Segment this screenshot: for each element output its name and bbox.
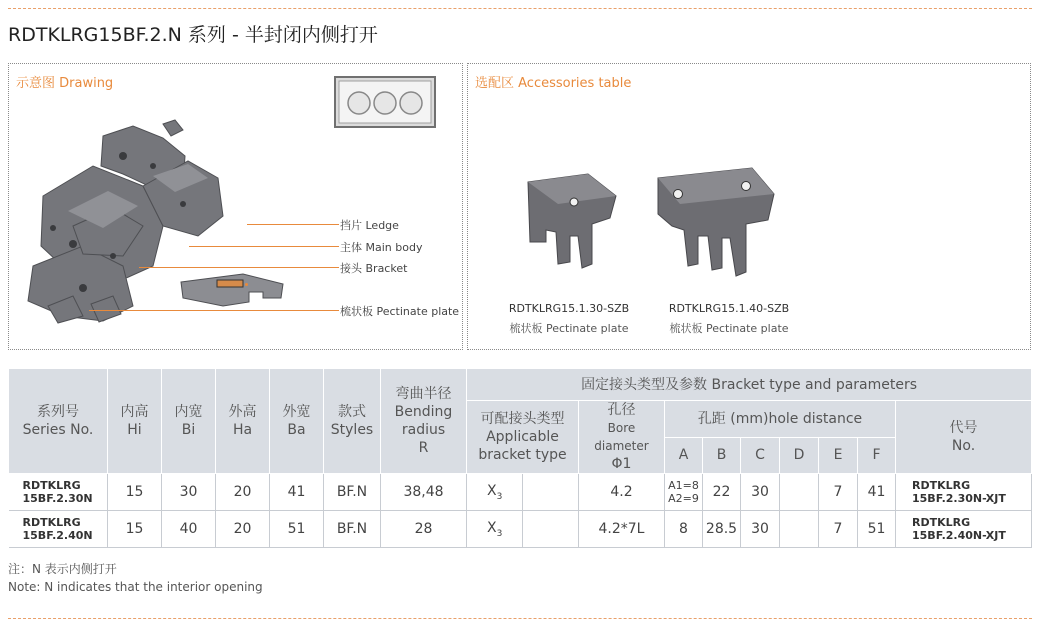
accessory-desc-2: 梳状板 Pectinate plate bbox=[669, 322, 789, 335]
spec-table bbox=[8, 368, 1032, 548]
header-series: 系列号 Series No. bbox=[9, 369, 108, 474]
header-e: E bbox=[819, 437, 858, 474]
table-row: RDTKLRG 15BF.2.40N 15 40 20 51 BF.N 28 $X_3$ 4.2*7L 8 28.5 30 7 51 RDTKLRG 15BF.2.40N-XJT bbox=[9, 511, 1032, 548]
note-cn: 注：N 表示内侧打开 bbox=[8, 562, 117, 576]
header-ha: 外高 Ha bbox=[216, 369, 270, 474]
page-title: RDTKLRG15BF.2.N 系列 - 半封闭内侧打开 bbox=[8, 24, 378, 46]
callout-bracket: 接头 Bracket bbox=[340, 262, 408, 275]
header-bi: 内宽 Bi bbox=[162, 369, 216, 474]
header-bracket: 固定接头类型及参数 Bracket type and parameters bbox=[467, 369, 1032, 401]
header-b: B bbox=[703, 437, 741, 474]
header-c: C bbox=[741, 437, 780, 474]
callout-pectinate-plate: 梳状板 Pectinate plate bbox=[340, 305, 460, 318]
top-divider bbox=[8, 8, 1032, 9]
header-no: 代号 No. bbox=[896, 401, 1032, 474]
accessories-panel bbox=[467, 63, 1031, 350]
header-styles: 款式 Styles bbox=[324, 369, 381, 474]
header-d: D bbox=[780, 437, 819, 474]
drawing-label: 示意图 Drawing bbox=[16, 76, 114, 91]
header-bending-radius: 弯曲半径 Bending radius R bbox=[381, 369, 467, 474]
header-f: F bbox=[858, 437, 896, 474]
callout-ledge: 挡片 Ledge bbox=[340, 219, 399, 232]
header-hole-distance: 孔距 (mm)hole distance bbox=[665, 401, 896, 438]
pectinate-plate-40-image bbox=[650, 164, 780, 278]
header-a: A bbox=[665, 437, 703, 474]
bottom-divider bbox=[8, 618, 1032, 619]
accessory-code-2: RDTKLRG15.1.40-SZB bbox=[668, 302, 790, 315]
drag-chain-image bbox=[13, 116, 313, 326]
header-hi: 内高 Hi bbox=[108, 369, 162, 474]
drawing-panel bbox=[8, 63, 463, 350]
header-ba: 外宽 Ba bbox=[270, 369, 324, 474]
header-bore: 孔径 Bore diameter Φ1 bbox=[579, 401, 665, 474]
accessory-code-1: RDTKLRG15.1.30-SZB bbox=[508, 302, 630, 315]
header-applicable: 可配接头类型 Applicable bracket type bbox=[467, 401, 579, 474]
accessories-label: 选配区 Accessories table bbox=[475, 76, 632, 91]
note-en: Note: N indicates that the interior opening bbox=[8, 580, 263, 594]
table-row: RDTKLRG 15BF.2.30N 15 30 20 41 BF.N 38,48 $X_3$ 4.2 A1=8 A2=9 22 30 7 41 RDTKLRG 15BF.2.30N-XJT bbox=[9, 474, 1032, 511]
pectinate-plate-30-image bbox=[518, 172, 628, 272]
accessory-desc-1: 梳状板 Pectinate plate bbox=[509, 322, 629, 335]
cross-section-image bbox=[333, 75, 437, 129]
callout-main-body: 主体 Main body bbox=[340, 241, 423, 254]
